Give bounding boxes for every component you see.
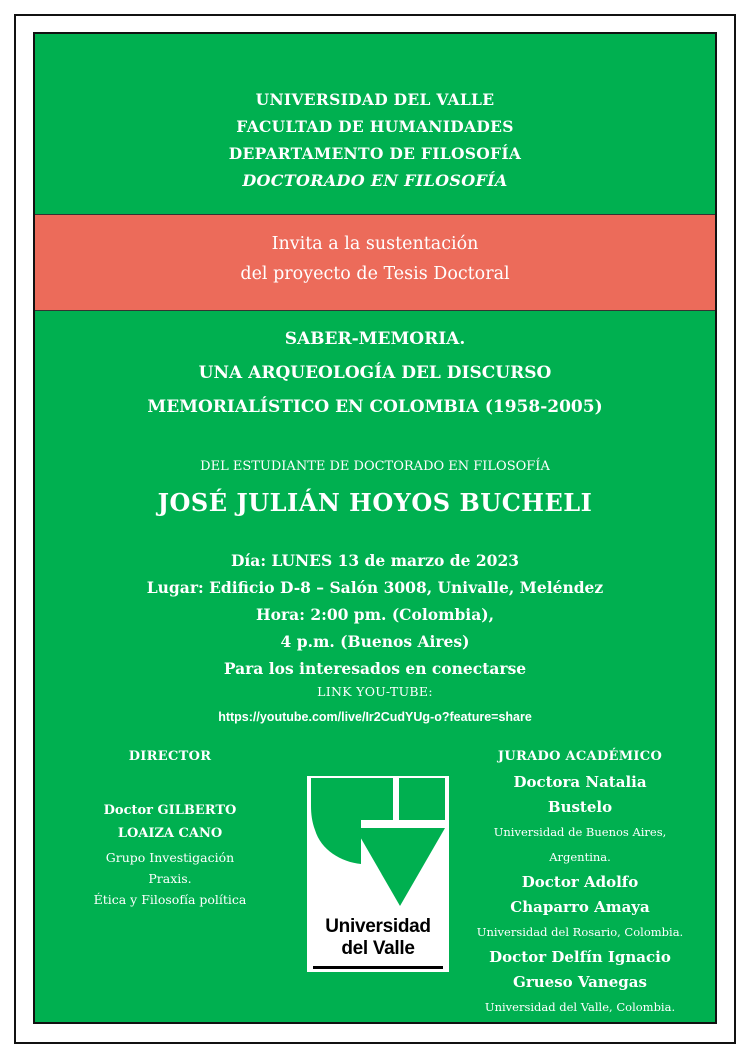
connect-note: Para los interesados en conectarse	[223, 659, 527, 678]
faculty-name: FACULTAD DE HUMANIDADES	[236, 117, 514, 136]
institution-header	[35, 86, 715, 194]
student-label: DEL ESTUDIANTE DE DOCTORADO EN FILOSOFÍA	[200, 459, 550, 474]
jury-heading: JURADO ACADÉMICO	[497, 749, 663, 764]
director-name-line-1: Doctor GILBERTO	[103, 803, 237, 818]
thesis-title-line-3: MEMORIALÍSTICO EN COLOMBIA (1958-2005)	[147, 397, 603, 417]
thesis-title-line-2: UNA ARQUEOLOGÍA DEL DISCURSO	[198, 363, 552, 383]
department-name: DEPARTAMENTO DE FILOSOFÍA	[228, 144, 522, 163]
jury-member-1-name-line-2: Bustelo	[547, 798, 613, 816]
event-day: Día: LUNES 13 de marzo de 2023	[230, 551, 520, 570]
director-group-line-1: Grupo Investigación	[105, 850, 235, 865]
director-section	[75, 749, 265, 910]
jury-member-1-name-line-1: Doctora Natalia	[513, 773, 647, 791]
director-heading: DIRECTOR	[128, 749, 212, 764]
univalle-logo-icon	[307, 776, 449, 916]
jury-member-3-name-line-1: Doctor Delfín Ignacio	[489, 948, 671, 966]
director-group	[75, 847, 265, 910]
event-place: Lugar: Edificio D-8 – Salón 3008, Univalle, Meléndez	[146, 578, 604, 597]
program-name: DOCTORADO EN FILOSOFÍA	[242, 171, 508, 190]
jury-member-3-name-line-2: Grueso Vanegas	[513, 973, 647, 991]
thesis-title	[35, 322, 715, 424]
jury-member-2-affiliation: Universidad del Rosario, Colombia.	[476, 925, 684, 939]
jury-member-1-affiliation-line-1: Universidad de Buenos Aires,	[493, 825, 667, 839]
director-name	[75, 799, 265, 845]
event-details	[35, 547, 715, 682]
thesis-title-line-1: SABER-MEMORIA.	[284, 329, 466, 349]
invitation-line-1: Invita a la sustentación	[271, 234, 479, 254]
logo-line-2: del Valle	[341, 938, 415, 959]
jury-member-2-name-line-1: Doctor Adolfo	[521, 873, 639, 891]
event-time: Hora: 2:00 pm. (Colombia),	[256, 605, 494, 624]
director-group-line-3: Ética y Filosofía política	[93, 892, 247, 907]
director-name-line-2: LOAIZA CANO	[117, 826, 223, 841]
logo-underline	[313, 966, 443, 969]
event-time-2: 4 p.m. (Buenos Aires)	[280, 632, 470, 651]
youtube-link-label: LINK YOU-TUBE:	[317, 684, 433, 699]
poster	[33, 32, 717, 1024]
invitation-band	[35, 214, 715, 311]
jury-section	[465, 749, 695, 1020]
jury-member-1-affiliation-line-2: Argentina.	[549, 850, 611, 864]
youtube-link[interactable]: https://youtube.com/live/Ir2CudYUg-o?feature=share	[218, 710, 532, 724]
univalle-logo	[307, 776, 449, 972]
student-name: JOSÉ JULIÁN HOYOS BUCHELI	[157, 488, 593, 517]
logo-line-1: Universidad	[325, 916, 431, 937]
director-group-line-2: Praxis.	[148, 871, 192, 886]
jury-member-3-affiliation: Universidad del Valle, Colombia.	[484, 1000, 676, 1014]
invitation-line-2: del proyecto de Tesis Doctoral	[240, 264, 510, 284]
university-name: UNIVERSIDAD DEL VALLE	[255, 90, 495, 109]
jury-member-2-name-line-2: Chaparro Amaya	[510, 898, 650, 916]
logo-wordmark	[307, 916, 449, 960]
